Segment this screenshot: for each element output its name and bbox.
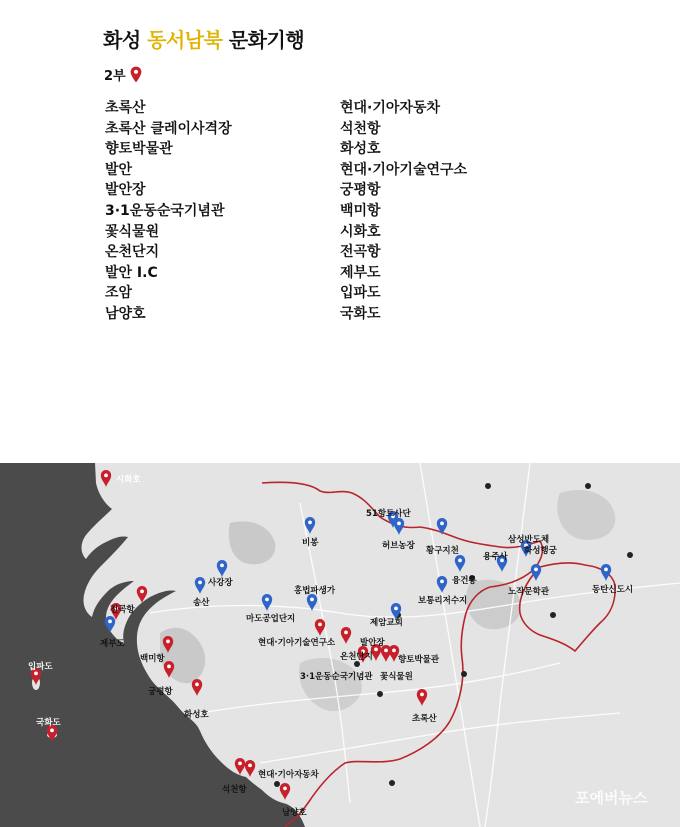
map-label-songsan: 송산	[193, 598, 210, 608]
map-label-namyangho: 남양호	[282, 808, 307, 818]
list-item: 온천단지	[105, 244, 160, 261]
map-label-baekmi: 백미항	[140, 654, 165, 664]
place-list-left	[105, 98, 232, 325]
list-item: 궁평항	[340, 182, 381, 199]
map-label-ipado: 입파도	[28, 662, 53, 672]
map-label-bibong: 비봉	[302, 538, 319, 548]
list-item: 현대·기아자동차	[340, 100, 440, 116]
list-item: 남양호	[105, 305, 146, 322]
list-item: 국화도	[340, 305, 381, 322]
title-prefix: 화성	[103, 28, 148, 52]
list-item: 석천항	[340, 120, 381, 137]
map-label-choroksan: 초록산	[412, 714, 437, 724]
list-item: 전곡항	[340, 244, 381, 261]
list-item: 조암	[105, 285, 133, 302]
map-label-hyangto: 향토박물관	[398, 655, 440, 665]
map-label-gukhwado: 국화도	[36, 718, 61, 728]
title-accent: 동서남북	[147, 28, 223, 52]
map-label-baranjang: 발안장	[360, 638, 385, 648]
list-item: 초록산	[105, 100, 146, 116]
map-label-jeongok: 전곡항	[110, 605, 135, 615]
map-label-botong: 보통리저수지	[418, 596, 468, 606]
map-label-hwaseongho: 화성호	[184, 710, 209, 720]
map-label-jeam-church: 제암교회	[370, 618, 403, 628]
list-item: 3·1운동순국기념관	[105, 202, 225, 219]
list-item: 초록산 클레이사격장	[105, 120, 232, 137]
list-item: 꽃식물원	[105, 223, 160, 240]
map-label-hyundai-research: 현대·기아기술연구소	[258, 638, 336, 648]
map-label-gungpyeong: 궁평항	[148, 687, 173, 697]
watermark: 포에버뉴스	[575, 789, 648, 807]
map-label-hongbeop: 홍법파생가	[294, 586, 336, 596]
part-label: 2부	[104, 69, 126, 84]
title-suffix: 문화기행	[222, 28, 305, 52]
list-item: 향토박물관	[105, 141, 173, 158]
map-label-mado: 마도공업단지	[246, 614, 296, 624]
list-item: 발안장	[105, 182, 146, 199]
map-label-hyundai-motors: 현대·기아자동차	[258, 770, 319, 780]
map-label-sihwaho: 시화호	[116, 475, 141, 485]
map-label-jebudo: 제부도	[100, 639, 125, 649]
list-item: 입파도	[340, 285, 381, 302]
place-list-right	[340, 98, 467, 325]
map-label-flower-garden: 꽃식물원	[380, 672, 413, 682]
list-item: 발안 I.C	[105, 264, 158, 281]
map-label-samsung: 삼성반도체	[508, 535, 550, 545]
page-title	[103, 24, 304, 53]
region-map[interactable]	[0, 463, 680, 827]
part-heading	[104, 65, 142, 84]
map-label-seokcheon: 석천항	[222, 785, 247, 795]
map-label-hwanggu: 황구지천	[426, 546, 459, 556]
list-item: 시화호	[340, 223, 381, 240]
map-label-oncheon: 온천단지	[340, 652, 373, 662]
map-label-yongju: 용주사	[483, 552, 508, 562]
map-label-51-division: 51항토사단	[366, 509, 411, 519]
map-label-nojak: 노작문학관	[508, 587, 550, 597]
map-label-yunggeon: 융건릉	[452, 576, 477, 586]
list-item: 제부도	[340, 264, 381, 281]
map-label-herb-farm: 허브농장	[382, 541, 415, 551]
map-label-dongtan: 동탄신도시	[592, 585, 634, 595]
map-label-31-memorial: 3·1운동순국기념관	[300, 672, 373, 682]
list-item: 화성호	[340, 141, 381, 158]
list-item: 백미항	[340, 202, 381, 219]
list-item: 현대·기아기술연구소	[340, 161, 468, 178]
map-label-hwaseong-haenggung: 화성행궁	[524, 546, 557, 556]
map-label-sagangjang: 사강장	[208, 578, 233, 588]
list-item: 발안	[105, 161, 133, 178]
map-pin-icon	[130, 66, 142, 83]
